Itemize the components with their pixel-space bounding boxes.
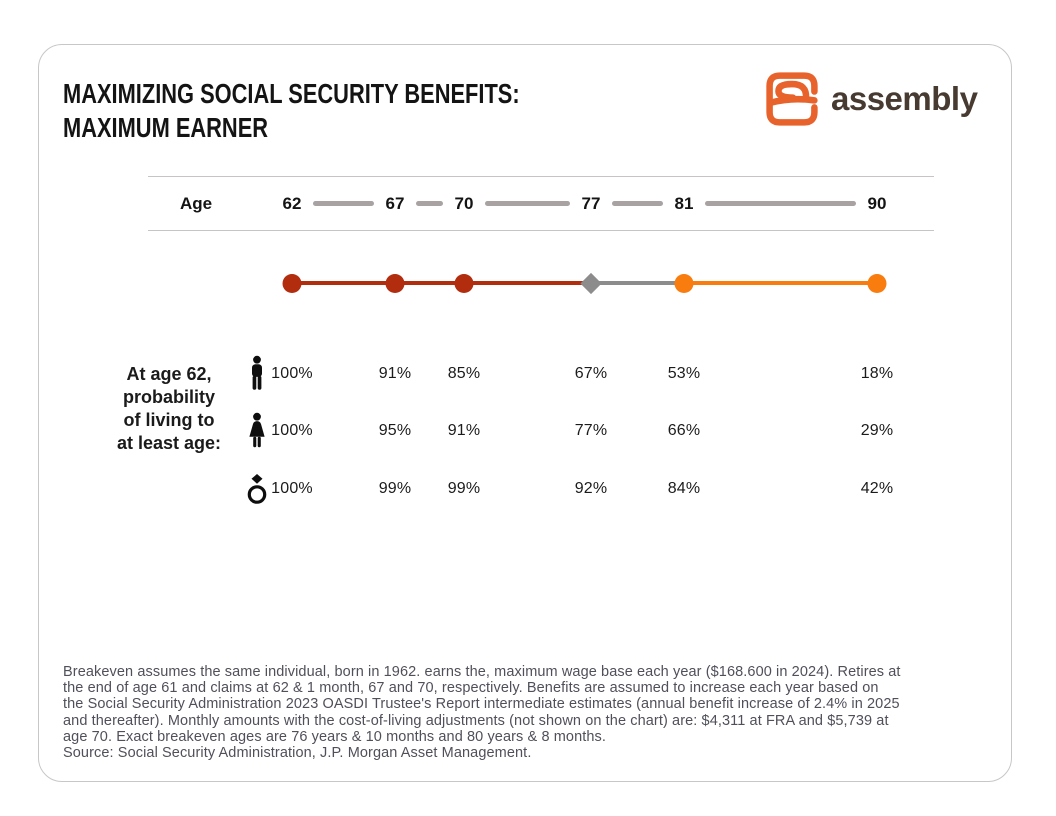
probability-value: 92% bbox=[574, 480, 608, 497]
claim-timeline bbox=[148, 263, 934, 303]
age-dash bbox=[416, 201, 443, 206]
footnote-line: the end of age 61 and claims at 62 & 1 month, 67 and 70, respectively. Benefits are assumed to increase each year based on bbox=[63, 680, 879, 697]
age-dash bbox=[313, 201, 374, 206]
footnote bbox=[63, 664, 1003, 761]
probability-value: 99% bbox=[447, 480, 481, 497]
ring-icon bbox=[246, 474, 269, 505]
footnote-line: age 70. Exact breakeven ages are 76 years & 10 months and 80 years & 8 months. bbox=[63, 728, 607, 745]
timeline-marker-age-62-circle bbox=[283, 274, 302, 293]
probability-value: 85% bbox=[447, 365, 481, 382]
age-tick-62: 62 bbox=[282, 193, 302, 213]
timeline-marker-age-67-circle bbox=[386, 274, 405, 293]
probability-value: 66% bbox=[667, 422, 701, 439]
probability-value: 100% bbox=[271, 422, 313, 439]
footnote-line: the Social Security Administration 2023 OASDI Trustee's Report intermediate estimates (annual benefit increase of 2.4% in 2025 bbox=[63, 696, 900, 713]
age-axis bbox=[148, 176, 934, 231]
assembly-logo-icon bbox=[764, 70, 820, 128]
footnote-source-line: Source: Social Security Administration, J.P. Morgan Asset Management. bbox=[63, 745, 532, 762]
timeline-marker-age-81-circle bbox=[675, 274, 694, 293]
age-tick-77: 77 bbox=[581, 193, 601, 213]
woman-icon bbox=[246, 413, 268, 450]
timeline-segment-gray bbox=[591, 281, 684, 285]
age-tick-70: 70 bbox=[454, 193, 474, 213]
age-tick-90: 90 bbox=[867, 193, 887, 213]
age-axis-label: Age bbox=[179, 193, 213, 213]
probability-value: 100% bbox=[271, 480, 313, 497]
age-dash bbox=[485, 201, 570, 206]
assembly-logo-text: assembly bbox=[831, 80, 978, 117]
probability-value: 53% bbox=[667, 365, 701, 382]
probability-row-couple-either bbox=[39, 469, 1011, 509]
probability-value: 42% bbox=[860, 480, 894, 497]
probability-row-man bbox=[39, 354, 1011, 394]
probability-caption-line: At age 62, bbox=[126, 364, 212, 384]
assembly-logo bbox=[764, 67, 977, 131]
probability-row-woman bbox=[39, 411, 1011, 451]
page-title-line2: MAXIMUM EARNER bbox=[63, 112, 269, 143]
probability-caption-line: of living to bbox=[123, 410, 215, 430]
chart-card bbox=[38, 44, 1012, 782]
footnote-line: Breakeven assumes the same individual, born in 1962. earns the, maximum wage base each year ($168.600 in 2024). Retires at bbox=[63, 664, 901, 680]
page-title bbox=[63, 77, 520, 145]
timeline-marker-age-70-circle bbox=[455, 274, 474, 293]
man-icon bbox=[246, 356, 268, 393]
probability-value: 77% bbox=[574, 422, 608, 439]
probability-value: 67% bbox=[574, 365, 608, 382]
age-dash bbox=[705, 201, 856, 206]
probability-value: 18% bbox=[860, 365, 894, 382]
probability-caption-line: probability bbox=[122, 387, 215, 407]
age-dash bbox=[612, 201, 663, 206]
age-tick-67: 67 bbox=[385, 193, 405, 213]
timeline-marker-age-77-diamond bbox=[580, 272, 601, 293]
age-tick-81: 81 bbox=[674, 193, 694, 213]
timeline-segment-orange bbox=[684, 281, 877, 285]
footnote-line: and thereafter). Monthly amounts with the cost-of-living adjustments (not shown on the chart) are: $4,311 at FRA and $5,739 at bbox=[63, 712, 889, 729]
probability-value: 91% bbox=[378, 365, 412, 382]
probability-value: 100% bbox=[271, 365, 313, 382]
probability-value: 95% bbox=[378, 422, 412, 439]
probability-value: 84% bbox=[667, 480, 701, 497]
probability-caption-line: at least age: bbox=[116, 433, 222, 453]
probability-value: 99% bbox=[378, 480, 412, 497]
probability-value: 29% bbox=[860, 422, 894, 439]
page-title-line1: MAXIMIZING SOCIAL SECURITY BENEFITS: bbox=[63, 78, 520, 109]
timeline-segment-red bbox=[292, 281, 591, 285]
timeline-marker-age-90-circle bbox=[868, 274, 887, 293]
probability-value: 91% bbox=[447, 422, 481, 439]
